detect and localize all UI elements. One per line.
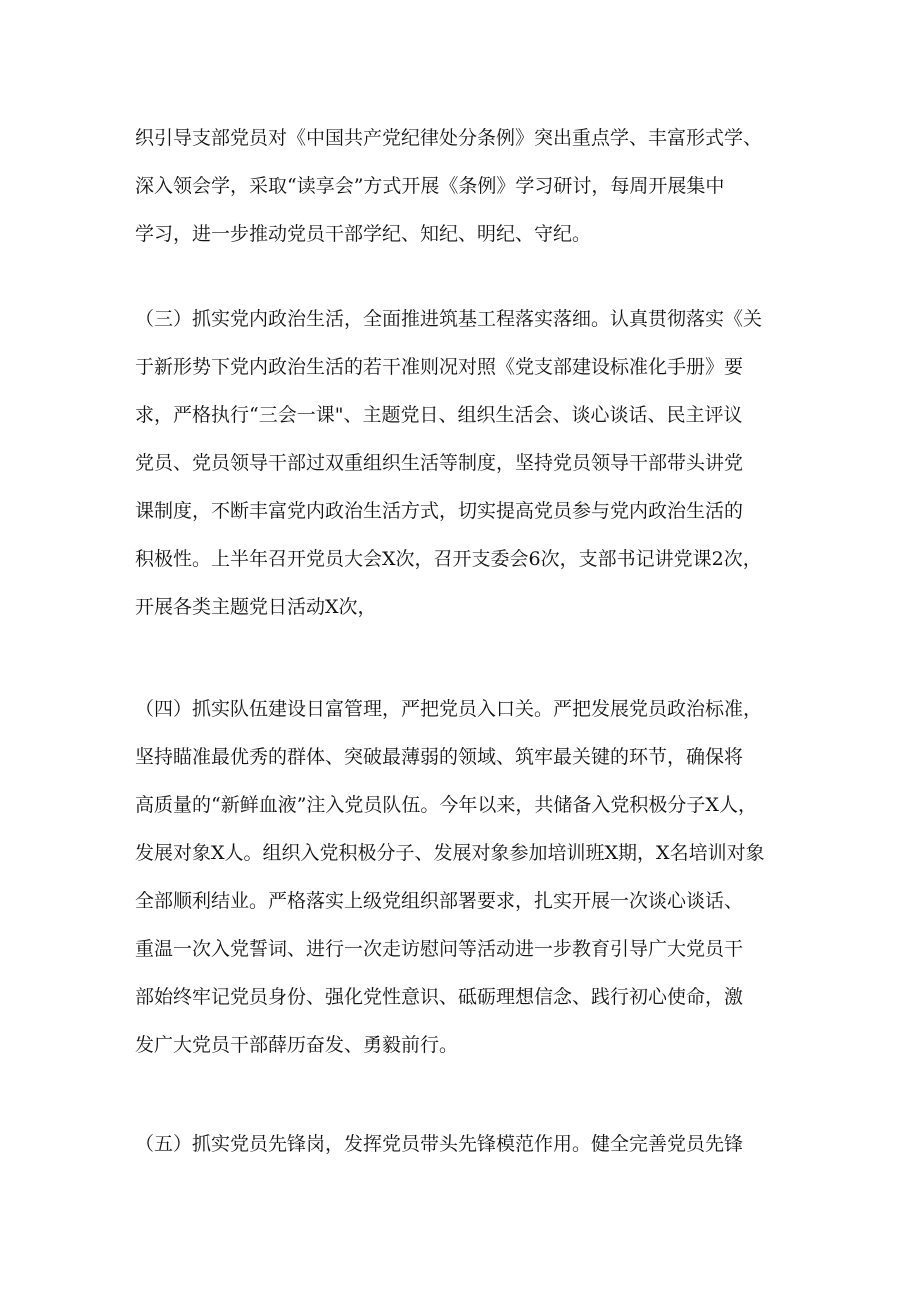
text-line: （三）抓实党内政治生活，全面推进筑基工程落实落细。认真贯彻落实《关	[135, 308, 763, 330]
paragraph-section-three	[135, 295, 791, 631]
text-line: 积极性。上半年召开党员大会X次，召开支委会6次，支部书记讲党课2次，	[135, 548, 762, 570]
text-line: 坚持瞄准最优秀的群体、突破最薄弱的领域、筑牢最关键的环节，确保将	[135, 746, 744, 768]
text-line: 求，严格执行“三会一课"、主题党日、组织生活会、谈心谈话、民主评议	[135, 404, 743, 426]
text-line: 重温一次入党誓词、进行一次走访慰问等活动进一步教育引导广大党员干	[135, 938, 744, 960]
text-line: 发广大党员干部薛历奋发、勇毅前行。	[135, 1034, 459, 1056]
text-line: 部始终牢记党员身份、强化党性意识、砥砺理想信念、践行初心使命，激	[135, 986, 744, 1008]
text-line: （四）抓实队伍建设日富管理，严把党员入口关。严把发展党员政治标准，	[135, 698, 763, 720]
text-line: 课制度，不断丰富党内政治生活方式，切实提高党员参与党内政治生活的	[135, 500, 744, 522]
paragraph-section-five	[135, 1120, 791, 1168]
paragraph-section-four	[135, 685, 791, 1069]
text-line: 织引导支部党员对《中国共产党纪律处分条例》突出重点学、丰富形式学、	[135, 127, 763, 149]
text-line: 于新形势下党内政治生活的若干准则况对照《党支部建设标准化手册》要	[135, 356, 744, 378]
text-line: 学习，进一步推动党员干部学纪、知纪、明纪、守纪。	[135, 223, 592, 245]
text-line: 党员、党员领导干部过双重组织生活等制度，坚持党员领导干部带头讲党	[135, 452, 744, 474]
text-line: 全部顺利结业。严格落实上级党组织部署要求，扎实开展一次谈心谈话、	[135, 890, 744, 912]
text-line: （五）抓实党员先锋岗，发挥党员带头先锋模范作用。健全完善党员先锋	[135, 1133, 744, 1155]
paragraph-discipline-study	[135, 114, 791, 258]
text-line: 高质量的“新鲜血液”注入党员队伍。今年以来，共储备入党积极分子X人，	[135, 794, 757, 816]
text-line: 开展各类主题党日活动X次，	[135, 596, 377, 618]
text-line: 发展对象X人。组织入党积极分子、发展对象参加培训班X期，X名培训对象	[135, 842, 765, 864]
text-line: 深入领会学，采取“读享会”方式开展《条例》学习研讨，每周开展集中	[135, 175, 725, 197]
